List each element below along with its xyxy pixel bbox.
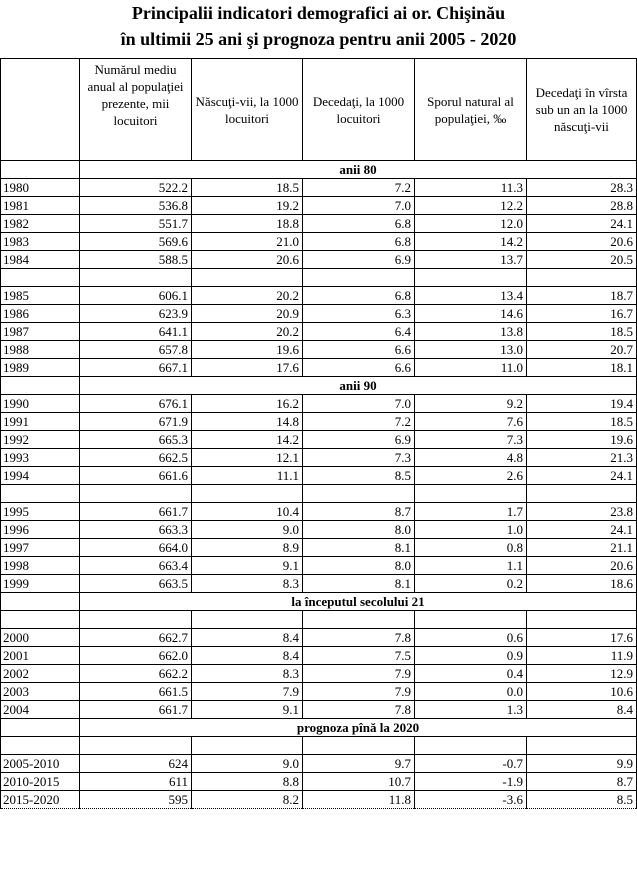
- spacer-cell: [192, 611, 303, 629]
- table-row: [1, 539, 637, 557]
- spacer-row: [1, 269, 637, 287]
- cell-year: 1999: [1, 575, 80, 593]
- cell-infant-mortality: 24.1: [527, 521, 637, 539]
- table-row: [1, 521, 637, 539]
- cell-infant-mortality: 12.9: [527, 665, 637, 683]
- cell-natural-growth: 13.7: [415, 251, 527, 269]
- cell-infant-mortality: 28.3: [527, 179, 637, 197]
- cell-births: 8.9: [192, 539, 303, 557]
- spacer-cell: [415, 269, 527, 287]
- spacer-row: [1, 611, 637, 629]
- cell-natural-growth: 1.1: [415, 557, 527, 575]
- spacer-cell: [527, 611, 637, 629]
- cell-deaths: 8.1: [303, 539, 415, 557]
- cell-deaths: 7.3: [303, 449, 415, 467]
- cell-deaths: 7.5: [303, 647, 415, 665]
- cell-year: 1980: [1, 179, 80, 197]
- cell-births: 9.0: [192, 755, 303, 773]
- table-row: [1, 215, 637, 233]
- cell-year: 1994: [1, 467, 80, 485]
- cell-infant-mortality: 19.4: [527, 395, 637, 413]
- cell-natural-growth: -1.9: [415, 773, 527, 791]
- cell-deaths: 8.0: [303, 521, 415, 539]
- spacer-row: [1, 737, 637, 755]
- table-row: [1, 647, 637, 665]
- cell-deaths: 7.9: [303, 683, 415, 701]
- cell-year: 1990: [1, 395, 80, 413]
- cell-natural-growth: 13.0: [415, 341, 527, 359]
- section-label: la începutul secolului 21: [80, 593, 637, 611]
- cell-deaths: 8.0: [303, 557, 415, 575]
- cell-births: 7.9: [192, 683, 303, 701]
- spacer-cell: [80, 269, 192, 287]
- table-row: [1, 629, 637, 647]
- cell-population: 661.7: [80, 503, 192, 521]
- spacer-cell: [415, 485, 527, 503]
- cell-population: 623.9: [80, 305, 192, 323]
- cell-infant-mortality: 8.7: [527, 773, 637, 791]
- cell-deaths: 10.7: [303, 773, 415, 791]
- cell-infant-mortality: 19.6: [527, 431, 637, 449]
- table-row: [1, 359, 637, 377]
- table-row: [1, 683, 637, 701]
- cell-deaths: 6.3: [303, 305, 415, 323]
- cell-natural-growth: 4.8: [415, 449, 527, 467]
- table-row: [1, 323, 637, 341]
- spacer-cell: [80, 737, 192, 755]
- cell-births: 21.0: [192, 233, 303, 251]
- cell-natural-growth: 0.6: [415, 629, 527, 647]
- cell-natural-growth: 12.2: [415, 197, 527, 215]
- cell-infant-mortality: 11.9: [527, 647, 637, 665]
- cell-deaths: 7.2: [303, 179, 415, 197]
- table-row: [1, 503, 637, 521]
- cell-population: 522.2: [80, 179, 192, 197]
- cell-year: 1986: [1, 305, 80, 323]
- page-title-line-2: în ultimii 25 ani şi prognoza pentru anii 2005 - 2020: [120, 29, 517, 49]
- table-row: [1, 395, 637, 413]
- cell-natural-growth: 1.0: [415, 521, 527, 539]
- cell-natural-growth: 1.3: [415, 701, 527, 719]
- cell-births: 8.8: [192, 773, 303, 791]
- cell-year: 1987: [1, 323, 80, 341]
- cell-deaths: 6.8: [303, 287, 415, 305]
- cell-year: 1992: [1, 431, 80, 449]
- cell-births: 16.2: [192, 395, 303, 413]
- cell-infant-mortality: 24.1: [527, 467, 637, 485]
- cell-population: 611: [80, 773, 192, 791]
- cell-year: 1981: [1, 197, 80, 215]
- cell-infant-mortality: 18.7: [527, 287, 637, 305]
- cell-births: 8.2: [192, 791, 303, 809]
- cell-population: 551.7: [80, 215, 192, 233]
- table-row: [1, 467, 637, 485]
- cell-natural-growth: 11.3: [415, 179, 527, 197]
- cell-population: 662.0: [80, 647, 192, 665]
- cell-population: 661.5: [80, 683, 192, 701]
- cell-deaths: 8.5: [303, 467, 415, 485]
- section-spacer: [1, 593, 80, 611]
- cell-population: 667.1: [80, 359, 192, 377]
- section-row: [1, 593, 637, 611]
- cell-population: 661.6: [80, 467, 192, 485]
- cell-population: 662.5: [80, 449, 192, 467]
- cell-infant-mortality: 9.9: [527, 755, 637, 773]
- cell-year: 1998: [1, 557, 80, 575]
- cell-infant-mortality: 18.5: [527, 323, 637, 341]
- cell-year: 2010-2015: [1, 773, 80, 791]
- cell-infant-mortality: 23.8: [527, 503, 637, 521]
- cell-deaths: 7.0: [303, 197, 415, 215]
- cell-births: 18.8: [192, 215, 303, 233]
- cell-population: 676.1: [80, 395, 192, 413]
- table-row: [1, 233, 637, 251]
- cell-natural-growth: 0.4: [415, 665, 527, 683]
- spacer-cell: [80, 611, 192, 629]
- cell-natural-growth: -3.6: [415, 791, 527, 809]
- cell-infant-mortality: 16.7: [527, 305, 637, 323]
- cell-year: 1995: [1, 503, 80, 521]
- cell-births: 19.6: [192, 341, 303, 359]
- table-row: [1, 305, 637, 323]
- section-spacer: [1, 161, 80, 179]
- section-row: [1, 377, 637, 395]
- cell-deaths: 6.6: [303, 341, 415, 359]
- spacer-cell: [527, 269, 637, 287]
- cell-infant-mortality: 21.1: [527, 539, 637, 557]
- section-row: [1, 719, 637, 737]
- table-row: [1, 701, 637, 719]
- table-row: [1, 755, 637, 773]
- cell-infant-mortality: 10.6: [527, 683, 637, 701]
- cell-year: 1982: [1, 215, 80, 233]
- section-label: anii 80: [80, 161, 637, 179]
- cell-year: 1988: [1, 341, 80, 359]
- spacer-cell: [303, 269, 415, 287]
- cell-births: 14.2: [192, 431, 303, 449]
- cell-year: 2001: [1, 647, 80, 665]
- spacer-cell: [192, 269, 303, 287]
- cell-births: 9.1: [192, 557, 303, 575]
- spacer-cell: [192, 485, 303, 503]
- spacer-cell: [527, 485, 637, 503]
- spacer-cell: [192, 737, 303, 755]
- cell-natural-growth: 1.7: [415, 503, 527, 521]
- cell-infant-mortality: 24.1: [527, 215, 637, 233]
- cell-births: 18.5: [192, 179, 303, 197]
- cell-deaths: 6.9: [303, 431, 415, 449]
- spacer-cell: [80, 485, 192, 503]
- cell-natural-growth: 7.6: [415, 413, 527, 431]
- section-row: [1, 161, 637, 179]
- table-row: [1, 251, 637, 269]
- cell-population: 657.8: [80, 341, 192, 359]
- table-row: [1, 431, 637, 449]
- cell-population: 595: [80, 791, 192, 809]
- table-row: [1, 197, 637, 215]
- header-population: Numărul mediu anual al populaţiei prezente, mii locuitori: [80, 59, 192, 161]
- header-deaths: Decedaţi, la 1000 locuitori: [303, 59, 415, 161]
- spacer-cell: [1, 485, 80, 503]
- cell-year: 1993: [1, 449, 80, 467]
- cell-deaths: 9.7: [303, 755, 415, 773]
- table-row: [1, 341, 637, 359]
- section-spacer: [1, 719, 80, 737]
- cell-births: 20.6: [192, 251, 303, 269]
- spacer-cell: [415, 611, 527, 629]
- cell-population: 641.1: [80, 323, 192, 341]
- cell-deaths: 8.7: [303, 503, 415, 521]
- table-row: [1, 413, 637, 431]
- cell-year: 1984: [1, 251, 80, 269]
- cell-births: 8.4: [192, 647, 303, 665]
- spacer-cell: [303, 485, 415, 503]
- cell-infant-mortality: 20.6: [527, 557, 637, 575]
- cell-deaths: 7.0: [303, 395, 415, 413]
- cell-year: 1996: [1, 521, 80, 539]
- cell-natural-growth: 9.2: [415, 395, 527, 413]
- cell-infant-mortality: 20.7: [527, 341, 637, 359]
- cell-population: 606.1: [80, 287, 192, 305]
- cell-births: 20.2: [192, 287, 303, 305]
- cell-year: 2003: [1, 683, 80, 701]
- cell-natural-growth: 7.3: [415, 431, 527, 449]
- cell-deaths: 6.8: [303, 215, 415, 233]
- cell-infant-mortality: 18.5: [527, 413, 637, 431]
- demographic-table: [0, 58, 637, 809]
- header-infant-mortality: Decedaţi în vîrsta sub un an la 1000 născuţi-vii: [527, 59, 637, 161]
- table-row: [1, 179, 637, 197]
- cell-natural-growth: 11.0: [415, 359, 527, 377]
- cell-deaths: 7.9: [303, 665, 415, 683]
- header-year: [1, 59, 80, 161]
- spacer-cell: [415, 737, 527, 755]
- cell-births: 8.4: [192, 629, 303, 647]
- cell-natural-growth: 14.2: [415, 233, 527, 251]
- cell-deaths: 7.8: [303, 701, 415, 719]
- cell-population: 664.0: [80, 539, 192, 557]
- cell-births: 9.0: [192, 521, 303, 539]
- cell-natural-growth: 0.8: [415, 539, 527, 557]
- cell-infant-mortality: 18.6: [527, 575, 637, 593]
- cell-infant-mortality: 20.5: [527, 251, 637, 269]
- cell-births: 19.2: [192, 197, 303, 215]
- cell-year: 2000: [1, 629, 80, 647]
- cell-population: 536.8: [80, 197, 192, 215]
- cell-deaths: 8.1: [303, 575, 415, 593]
- spacer-cell: [303, 737, 415, 755]
- cell-deaths: 11.8: [303, 791, 415, 809]
- cell-deaths: 7.8: [303, 629, 415, 647]
- cell-population: 671.9: [80, 413, 192, 431]
- table-row: [1, 773, 637, 791]
- cell-natural-growth: -0.7: [415, 755, 527, 773]
- cell-natural-growth: 14.6: [415, 305, 527, 323]
- cell-natural-growth: 2.6: [415, 467, 527, 485]
- cell-population: 662.2: [80, 665, 192, 683]
- cell-births: 14.8: [192, 413, 303, 431]
- cell-year: 1983: [1, 233, 80, 251]
- cell-births: 9.1: [192, 701, 303, 719]
- cell-natural-growth: 0.2: [415, 575, 527, 593]
- cell-population: 663.3: [80, 521, 192, 539]
- cell-natural-growth: 0.9: [415, 647, 527, 665]
- cell-natural-growth: 13.8: [415, 323, 527, 341]
- cell-infant-mortality: 8.4: [527, 701, 637, 719]
- cell-year: 2005-2010: [1, 755, 80, 773]
- spacer-cell: [303, 611, 415, 629]
- cell-infant-mortality: 28.8: [527, 197, 637, 215]
- spacer-cell: [1, 737, 80, 755]
- cell-year: 1997: [1, 539, 80, 557]
- header-births: Născuţi-vii, la 1000 locuitori: [192, 59, 303, 161]
- cell-deaths: 7.2: [303, 413, 415, 431]
- cell-population: 663.5: [80, 575, 192, 593]
- cell-births: 17.6: [192, 359, 303, 377]
- cell-population: 662.7: [80, 629, 192, 647]
- cell-deaths: 6.4: [303, 323, 415, 341]
- section-label: prognoza pînă la 2020: [80, 719, 637, 737]
- cell-year: 2002: [1, 665, 80, 683]
- cell-infant-mortality: 18.1: [527, 359, 637, 377]
- cell-infant-mortality: 8.5: [527, 791, 637, 809]
- cell-year: 1985: [1, 287, 80, 305]
- cell-population: 663.4: [80, 557, 192, 575]
- cell-year: 1991: [1, 413, 80, 431]
- table-row: [1, 287, 637, 305]
- cell-deaths: 6.6: [303, 359, 415, 377]
- cell-infant-mortality: 20.6: [527, 233, 637, 251]
- section-label: anii 90: [80, 377, 637, 395]
- table-body: [1, 161, 637, 809]
- cell-births: 8.3: [192, 575, 303, 593]
- spacer-cell: [1, 611, 80, 629]
- cell-deaths: 6.8: [303, 233, 415, 251]
- cell-population: 588.5: [80, 251, 192, 269]
- cell-births: 8.3: [192, 665, 303, 683]
- cell-births: 10.4: [192, 503, 303, 521]
- cell-deaths: 6.9: [303, 251, 415, 269]
- table-row: [1, 557, 637, 575]
- cell-natural-growth: 13.4: [415, 287, 527, 305]
- cell-population: 661.7: [80, 701, 192, 719]
- cell-births: 11.1: [192, 467, 303, 485]
- section-spacer: [1, 377, 80, 395]
- cell-year: 1989: [1, 359, 80, 377]
- cell-infant-mortality: 21.3: [527, 449, 637, 467]
- table-row: [1, 575, 637, 593]
- cell-year: 2004: [1, 701, 80, 719]
- cell-births: 12.1: [192, 449, 303, 467]
- spacer-row: [1, 485, 637, 503]
- spacer-cell: [1, 269, 80, 287]
- page-title-line-1: Principalii indicatori demografici ai or. Chişinău: [131, 3, 506, 23]
- cell-natural-growth: 0.0: [415, 683, 527, 701]
- cell-population: 665.3: [80, 431, 192, 449]
- table-row: [1, 665, 637, 683]
- cell-population: 624: [80, 755, 192, 773]
- cell-births: 20.2: [192, 323, 303, 341]
- cell-natural-growth: 12.0: [415, 215, 527, 233]
- cell-year: 2015-2020: [1, 791, 80, 809]
- cell-births: 20.9: [192, 305, 303, 323]
- table-row: [1, 791, 637, 809]
- cell-population: 569.6: [80, 233, 192, 251]
- cell-infant-mortality: 17.6: [527, 629, 637, 647]
- spacer-cell: [527, 737, 637, 755]
- table-row: [1, 449, 637, 467]
- header-natural-growth: Sporul natural al populaţiei, ‰: [415, 59, 527, 161]
